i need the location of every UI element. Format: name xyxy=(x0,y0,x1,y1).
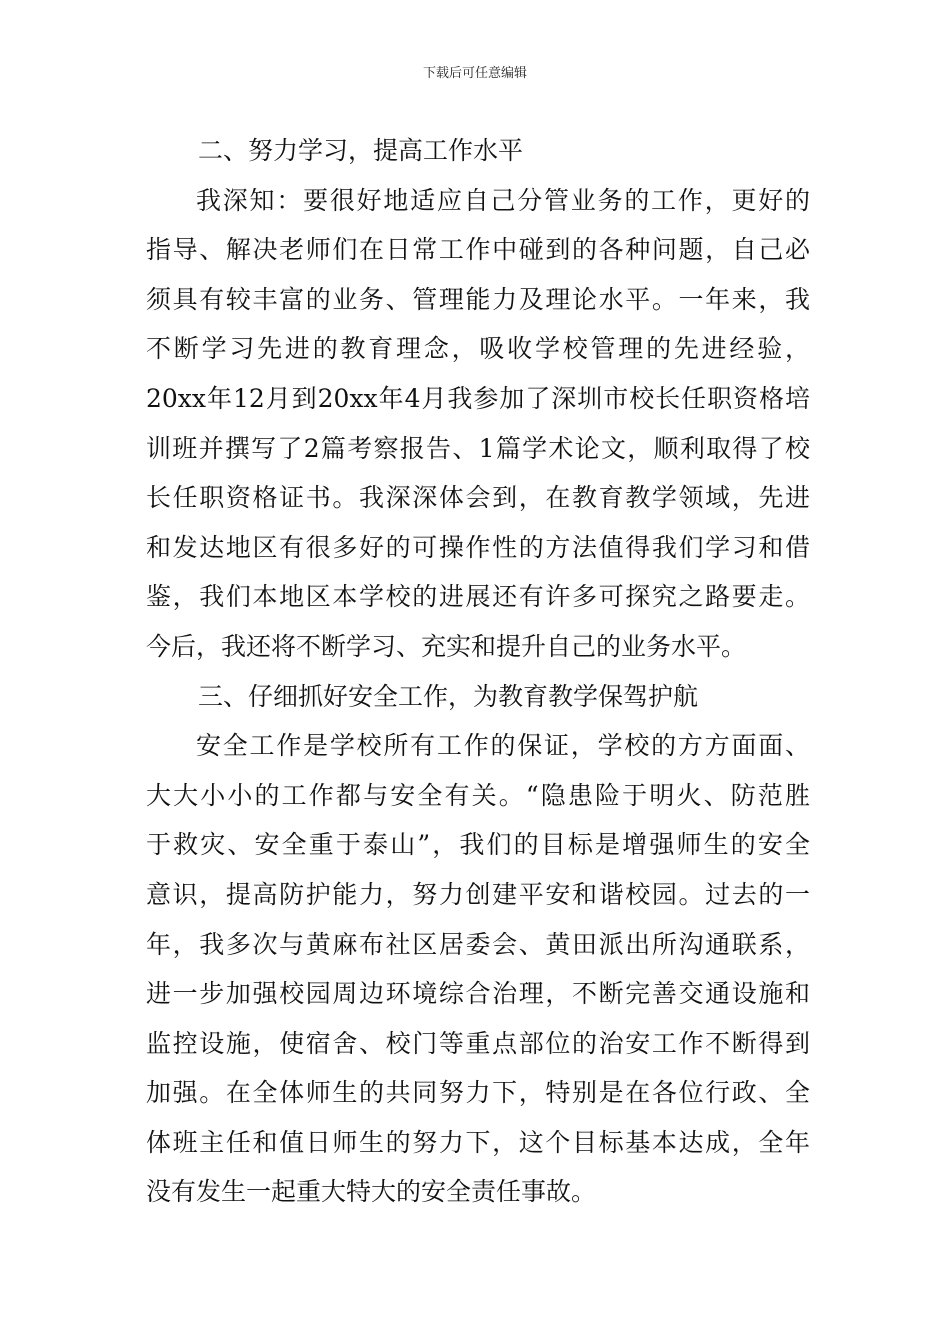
paragraph-line: 须具有较丰富的业务、管理能力及理论水平。一年来，我 xyxy=(146,284,810,314)
page-header: 下载后可任意编辑 xyxy=(422,66,527,81)
paragraph-line: 长任职资格证书。我深深体会到，在教育教学领域，先进 xyxy=(146,483,810,513)
paragraph-line: 没有发生一起重大特大的安全责任事故。 xyxy=(146,1177,597,1207)
paragraph-line: 于救灾、安全重于泰山”，我们的目标是增强师生的安全 xyxy=(146,830,810,860)
paragraph-line: 安全工作是学校所有工作的保证，学校的方方面面、 xyxy=(196,731,810,761)
section-heading: 三、仔细抓好安全工作，为教育教学保驾护航 xyxy=(198,681,699,711)
paragraph-line: 训班并撰写了2篇考察报告、1篇学术论文，顺利取得了校 xyxy=(146,433,810,463)
paragraph-line: 意识，提高防护能力，努力创建平安和谐校园。过去的一 xyxy=(146,879,810,909)
paragraph-line: 不断学习先进的教育理念，吸收学校管理的先进经验， xyxy=(146,334,810,364)
paragraph-line: 年，我多次与黄麻布社区居委会、黄田派出所沟通联系， xyxy=(146,929,810,959)
section-heading: 二、努力学习，提高工作水平 xyxy=(198,136,524,165)
paragraph-line: 体班主任和值日师生的努力下，这个目标基本达成，全年 xyxy=(146,1127,810,1157)
paragraph-line: 监控设施，使宿舍、校门等重点部位的治安工作不断得到 xyxy=(146,1028,810,1058)
paragraph-line: 和发达地区有很多好的可操作性的方法值得我们学习和借 xyxy=(146,532,810,562)
paragraph-line: 我深知：要很好地适应自己分管业务的工作，更好的 xyxy=(196,185,810,215)
paragraph-line: 20xx年12月到20xx年4月我参加了深圳市校长任职资格培 xyxy=(146,383,810,413)
paragraph-line: 大大小小的工作都与安全有关。“隐患险于明火、防范胜 xyxy=(146,780,810,810)
paragraph-line: 鉴，我们本地区本学校的进展还有许多可探究之路要走。 xyxy=(146,582,810,612)
paragraph-line: 进一步加强校园周边环境综合治理，不断完善交通设施和 xyxy=(146,979,810,1009)
paragraph-line: 今后，我还将不断学习、充实和提升自己的业务水平。 xyxy=(146,631,747,661)
document-body xyxy=(146,126,810,1217)
paragraph-line: 指导、解决老师们在日常工作中碰到的各种问题，自己必 xyxy=(146,235,810,265)
paragraph-line: 加强。在全体师生的共同努力下，特别是在各位行政、全 xyxy=(146,1078,810,1108)
